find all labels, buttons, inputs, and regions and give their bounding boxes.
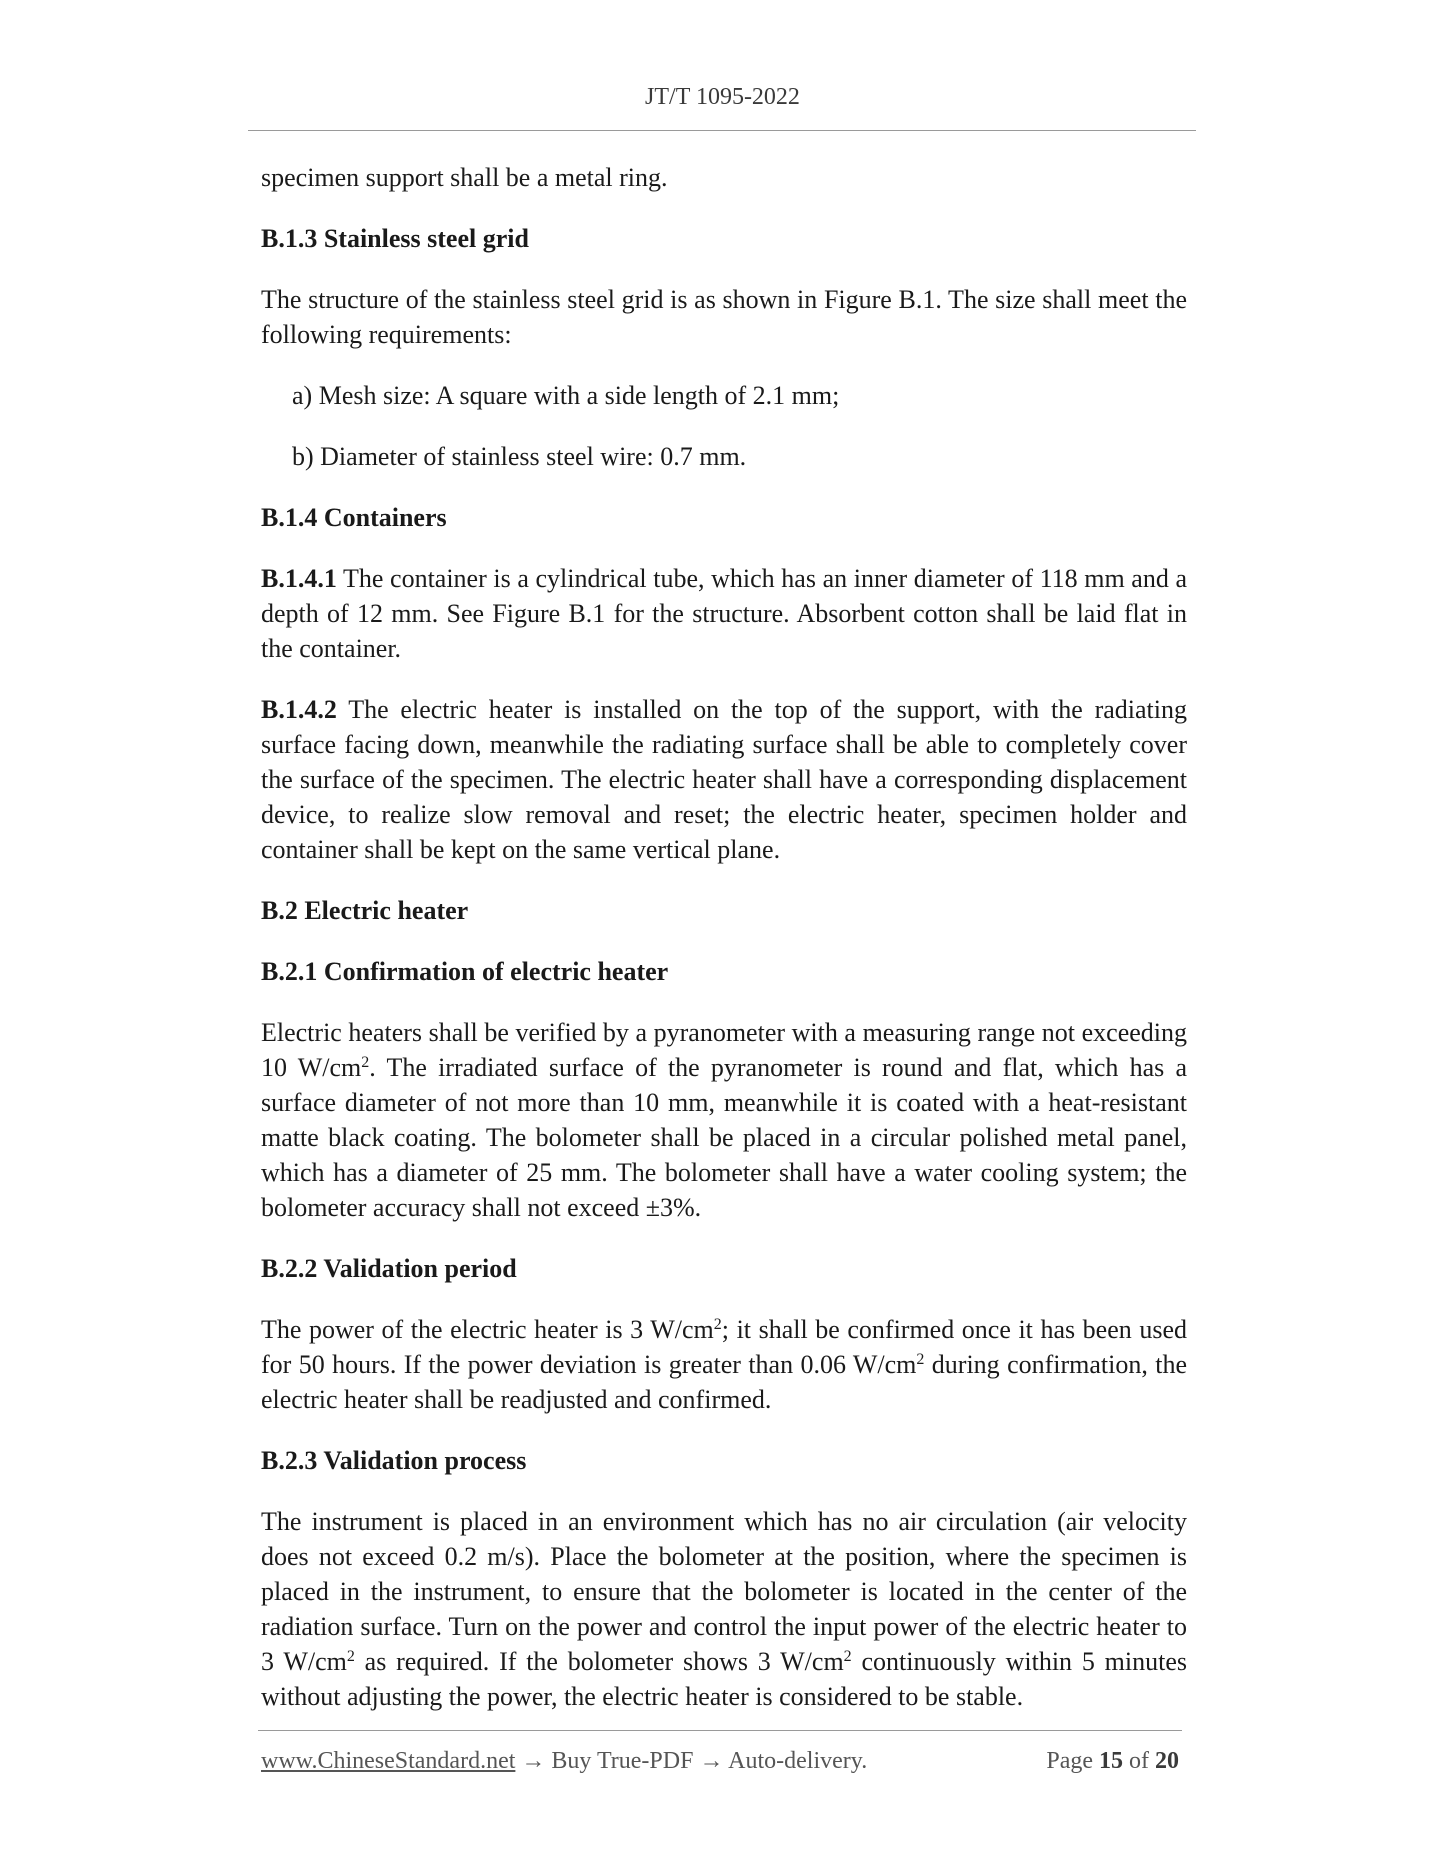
list-item-b: b) Diameter of stainless steel wire: 0.7 mm.	[292, 442, 747, 471]
paragraph-b23	[261, 1504, 1187, 1714]
text-run: The instrument is placed in an environment which has no air circulation (air velocity does not exceed 0.2 m/s). Place the bolometer at the position, where the specimen is placed in the instrument, to ensure that the bolometer is located in the center of the radiation surface. Turn on the power and control the input power of the electric heater to 3 W/cm	[261, 1507, 1187, 1676]
clause-text-b142: The electric heater is installed on the top of the support, with the radiating surface facing down, meanwhile the radiating surface shall be able to completely cover the surface of the specimen. The electric heater shall have a corresponding displacement device, to realize slow removal and reset; the electric heater, specimen holder and container shall be kept on the same vertical plane.	[261, 695, 1187, 864]
paragraph-b21	[261, 1015, 1187, 1225]
arrow-right-icon: →	[521, 1748, 546, 1774]
footer-delivery-text: Auto-delivery.	[723, 1748, 868, 1774]
text-run: during confirmation, the electric heater shall be readjusted and confirmed.	[261, 1350, 1188, 1414]
document-body	[261, 160, 1187, 1740]
paragraph-b13: The structure of the stainless steel grid is as shown in Figure B.1. The size shall meet the following requirements:	[261, 285, 1187, 349]
paragraph-b22	[261, 1312, 1187, 1417]
page-number: 15	[1099, 1748, 1123, 1774]
superscript: 2	[346, 1648, 355, 1665]
text-run: The power of the electric heater is 3 W/cm	[261, 1315, 714, 1344]
of-label: of	[1129, 1748, 1149, 1774]
text-run: ; it shall be confirmed once it has been used for 50 hours. If the power deviation is greater than 0.06 W/cm	[261, 1315, 1187, 1379]
superscript: 2	[361, 1054, 370, 1071]
text-run: as required. If the bolometer shows 3 W/cm	[354, 1647, 844, 1676]
section-heading-b21: B.2.1 Confirmation of electric heater	[261, 957, 669, 986]
section-heading-b2: B.2 Electric heater	[261, 896, 469, 925]
paragraph-b141	[261, 561, 1187, 666]
paragraph-continued: specimen support shall be a metal ring.	[261, 163, 668, 192]
section-heading-b14: B.1.4 Containers	[261, 503, 447, 532]
paragraph-b142	[261, 692, 1187, 867]
page-label: Page	[1046, 1748, 1093, 1774]
clause-number-b141: B.1.4.1	[261, 564, 337, 593]
list-item-a: a) Mesh size: A square with a side length of 2.1 mm;	[292, 381, 840, 410]
superscript: 2	[843, 1648, 852, 1665]
clause-text-b141: The container is a cylindrical tube, which has an inner diameter of 118 mm and a depth of 12 mm. See Figure B.1 for the structure. Absorbent cotton shall be laid flat in the container.	[261, 564, 1187, 663]
section-heading-b22: B.2.2 Validation period	[261, 1254, 517, 1283]
page-total: 20	[1155, 1748, 1179, 1774]
footer-promo	[261, 1748, 867, 1775]
arrow-right-icon: →	[699, 1748, 724, 1774]
text-run: continuously within 5 minutes without adjusting the power, the electric heater is considered to be stable.	[261, 1647, 1188, 1711]
page-indicator	[1046, 1748, 1179, 1775]
document-code-header: JT/T 1095-2022	[645, 84, 800, 110]
website-link[interactable]: www.ChineseStandard.net	[261, 1748, 516, 1774]
text-run: . The irradiated surface of the pyranometer is round and flat, which has a surface diameter of not more than 10 mm, meanwhile it is coated with a heat-resistant matte black coating. The bolometer shall be placed in a circular polished metal panel, which has a diameter of 25 mm. The bolometer shall have a water cooling system; the bolometer accuracy shall not exceed ±3%.	[261, 1053, 1188, 1222]
text-run: Electric heaters shall be verified by a pyranometer with a measuring range not exceeding 10 W/cm	[261, 1018, 1187, 1082]
footer-divider	[258, 1730, 1182, 1731]
section-heading-b23: B.2.3 Validation process	[261, 1446, 527, 1475]
header-divider	[248, 130, 1196, 131]
superscript: 2	[713, 1316, 722, 1333]
section-heading-b13: B.1.3 Stainless steel grid	[261, 224, 529, 253]
footer-buy-text: Buy True-PDF	[545, 1748, 700, 1774]
superscript: 2	[916, 1351, 925, 1368]
clause-number-b142: B.1.4.2	[261, 695, 337, 724]
